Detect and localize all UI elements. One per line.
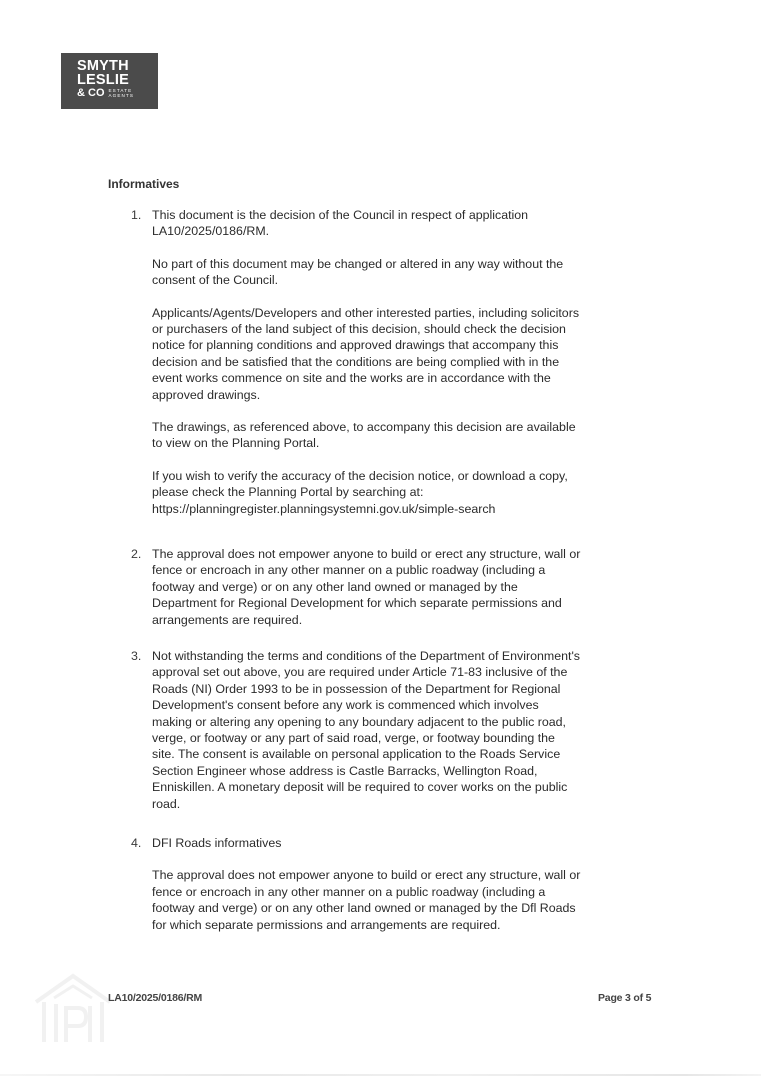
logo-and-co: & CO [77, 87, 105, 99]
text-line: road. [152, 796, 181, 811]
text-line: approval set out above, you are required under Article 71-83 inclusive of the [152, 665, 568, 680]
item-number: 3. [131, 649, 142, 663]
text-line: The approval does not empower anyone to build or erect any structure, wall or [152, 547, 581, 561]
item-number: 1. [131, 208, 142, 222]
item-subheading [152, 835, 671, 851]
page-bottom-edge [0, 1074, 761, 1076]
text-line: Applicants/Agents/Developers and other interested parties, including solicitors [152, 305, 580, 320]
logo-line-2: LESLIE [77, 72, 129, 88]
text-line: site. The consent is available on personal application to the Roads Service [152, 747, 561, 762]
footer-application-reference: LA10/2025/0186/RM [108, 992, 203, 1004]
logo-tagline [109, 88, 135, 98]
item-paragraph [152, 207, 671, 240]
text-line: LA10/2025/0186/RM. [152, 224, 270, 239]
item-paragraph [152, 468, 671, 517]
item-number: 2. [131, 547, 142, 561]
item-paragraph [152, 419, 671, 452]
house-p-logo-icon [32, 972, 114, 1044]
smyth-leslie-logo [61, 53, 158, 109]
text-line: Development's consent before any work is commenced which involves [152, 698, 539, 713]
text-line: notice for planning conditions and approved drawings that accompany this [152, 338, 559, 353]
text-line: arrangements are required. [152, 612, 303, 627]
text-line: or purchasers of the land subject of this decision, should check the decision [152, 322, 566, 337]
text-line: DFI Roads informatives [152, 836, 282, 850]
text-line: approved drawings. [152, 387, 261, 402]
text-line: fence or encroach in any other manner on a public roadway (including a [152, 884, 546, 899]
text-line: Department for Regional Development for which separate permissions and [152, 596, 562, 611]
logo-line-3 [77, 87, 158, 99]
informative-item-3 [131, 648, 671, 812]
logo-tag-estate: ESTATE [108, 88, 133, 93]
text-line: Enniskillen. A monetary deposit will be required to cover works on the public [152, 780, 568, 795]
informative-item-4 [131, 835, 671, 933]
text-line: Roads (NI) Order 1993 to be in possession of the Department for Regional [152, 681, 561, 696]
text-line: decision and be satisfied that the conditions are being complied with in the [152, 354, 560, 369]
item-number: 4. [131, 836, 142, 850]
item-paragraph [152, 867, 671, 933]
text-line: footway and verge) or on any other land owned or managed by the [152, 579, 518, 594]
text-line: If you wish to verify the accuracy of the decision notice, or download a copy, [152, 468, 568, 483]
text-line: The approval does not empower anyone to build or erect any structure, wall or [152, 868, 581, 883]
logo-line-1: SMYTH [77, 58, 129, 74]
text-line: The drawings, as referenced above, to accompany this decision are available [152, 420, 576, 435]
text-line: verge, or footway or any part of said road, verge, or footway bounding the [152, 731, 555, 746]
item-paragraph [152, 546, 671, 628]
logo-tag-agents: AGENTS [108, 93, 134, 98]
informatives-heading: Informatives [108, 177, 180, 191]
text-line: fence or encroach in any other manner on a public roadway (including a [152, 563, 546, 578]
text-line: consent of the Council. [152, 273, 279, 288]
planning-portal-url: https://planningregister.planningsystemni.gov.uk/simple-search [152, 501, 496, 516]
footer-page-number: Page 3 of 5 [598, 992, 652, 1004]
text-line: Section Engineer whose address is Castle Barracks, Wellington Road, [152, 763, 538, 778]
item-paragraph [152, 305, 671, 403]
item-paragraph [152, 648, 671, 812]
text-line: No part of this document may be changed or altered in any way without the [152, 256, 564, 271]
text-line: footway and verge) or on any other land owned or managed by the Dfl Roads [152, 901, 576, 916]
informative-item-1 [131, 207, 671, 517]
text-line: event works commence on site and the works are in accordance with the [152, 371, 551, 386]
informative-item-2 [131, 546, 671, 628]
text-line: to view on the Planning Portal. [152, 436, 320, 451]
text-line: please check the Planning Portal by searching at: [152, 485, 424, 500]
text-line: This document is the decision of the Council in respect of application [152, 208, 529, 222]
text-line: for which separate permissions and arrangements are required. [152, 917, 501, 932]
text-line: Not withstanding the terms and conditions of the Department of Environment's [152, 649, 581, 663]
item-paragraph [152, 256, 671, 289]
text-line: making or altering any opening to any boundary adjacent to the public road, [152, 714, 566, 729]
